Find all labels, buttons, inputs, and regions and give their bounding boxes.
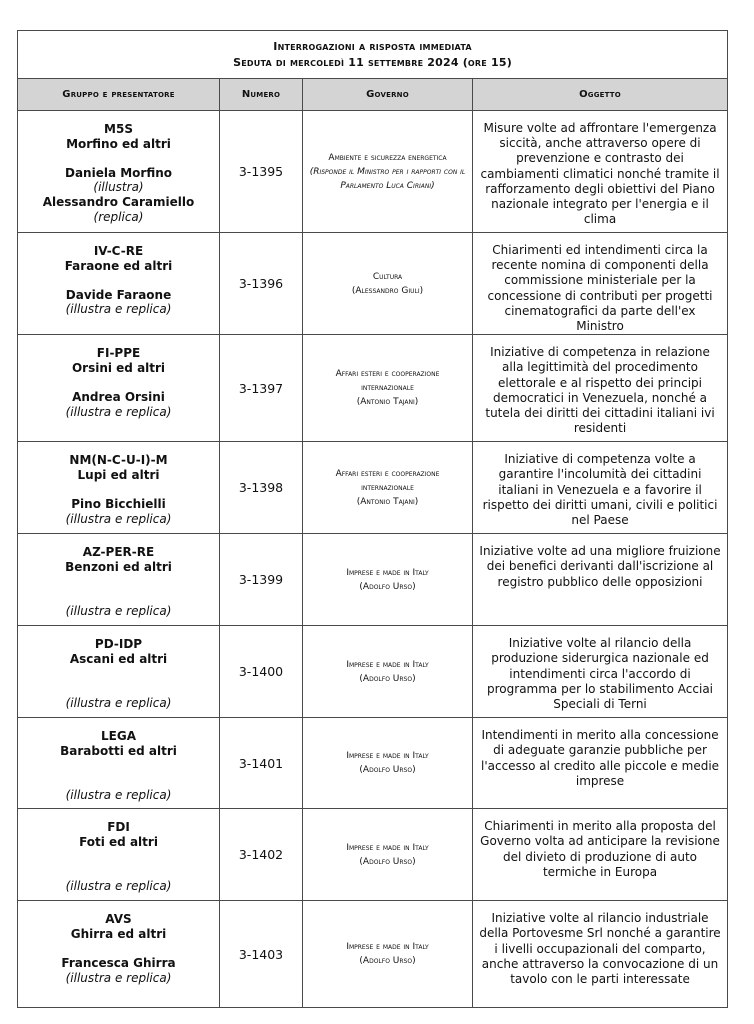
role-note: (illustra e replica): [65, 404, 172, 419]
group-presenter-cell: [18, 111, 220, 233]
question-time-table: [17, 30, 728, 1008]
minister: (Antonio Tajani): [356, 397, 419, 408]
group-presenter-cell: [18, 442, 220, 534]
question-number: 3-1399: [220, 534, 303, 626]
title-line-1: Interrogazioni a risposta immediata: [273, 39, 472, 53]
presenter-name: Foti ed altri: [79, 834, 158, 849]
presenter-name: Lupi ed altri: [77, 467, 160, 482]
ministry: Imprese e made in Italy: [346, 659, 429, 670]
spacer: [18, 589, 219, 604]
minister: (Adolfo Urso): [359, 673, 416, 684]
government-cell: [303, 901, 473, 1008]
role-note: (illustra e replica): [65, 603, 172, 618]
table-row: [18, 901, 728, 1008]
role-note: (illustra e replica): [65, 511, 172, 526]
ministry: Imprese e made in Italy: [346, 842, 429, 853]
group-name: FI-PPE: [96, 346, 141, 361]
question-number: 3-1403: [220, 901, 303, 1008]
role-note: (illustra e replica): [65, 302, 172, 317]
minister: (Adolfo Urso): [359, 765, 416, 776]
table-row: [18, 335, 728, 442]
column-header-number: Numero: [220, 79, 303, 111]
presenter-name: Ascani ed altri: [69, 651, 168, 666]
minister: (Antonio Tajani): [356, 496, 419, 507]
table-row: [18, 442, 728, 534]
presenter-name: Orsini ed altri: [71, 360, 166, 375]
subject-cell: Iniziative volte ad una migliore fruizione dei benefici derivanti dall'iscrizione al registro pubblico delle opposizioni: [473, 534, 728, 626]
spacer: [18, 773, 219, 788]
table-row: [18, 718, 728, 809]
presenter-name: Davide Faraone: [65, 287, 172, 302]
table-row: [18, 626, 728, 718]
presenter-name: Francesca Ghirra: [61, 956, 176, 970]
ministry: Cultura: [372, 271, 403, 282]
header-row: [18, 79, 728, 111]
presenter-name: Ghirra ed altri: [70, 926, 167, 941]
spacer: [18, 681, 219, 696]
presenter-name: Andrea Orsini: [72, 390, 165, 404]
ministry: Ambiente e sicurezza energetica: [328, 152, 447, 163]
spacer: [18, 864, 219, 879]
presenter-name: Barabotti ed altri: [60, 743, 177, 758]
presenter-name: Morfino ed altri: [66, 136, 171, 151]
subject-cell: Intendimenti in merito alla concessione di adeguate garanzie pubbliche per l'accesso al credito alle piccole e medie imprese: [473, 718, 728, 809]
role-note: (illustra): [93, 180, 144, 195]
title-line-2: Seduta di mercoledì 11 settembre 2024 (ore 15): [233, 55, 512, 69]
spacer: [18, 375, 219, 390]
group-presenter-cell: [18, 901, 220, 1008]
subject-cell: Iniziative di competenza in relazione alla legittimità del procedimento elettorale e al rispetto dei principi democratici in Venezuela, nonché a tutela dei diritti dei cittadini italiani ivi residenti: [473, 335, 728, 442]
spacer: [18, 941, 219, 956]
role-note: (illustra e replica): [65, 787, 172, 802]
column-header-subject: Oggetto: [473, 79, 728, 111]
title-row: [18, 31, 728, 79]
spacer: [18, 273, 219, 288]
subject-cell: Chiarimenti ed intendimenti circa la recente nomina di componenti della commissione ministeriale per la concessione di contributi per progetti cinematografici da parte dell'ex Ministro: [473, 233, 728, 335]
ministry: Imprese e made in Italy: [346, 751, 429, 762]
ministry: Affari esteri e cooperazione internazionale: [335, 369, 440, 394]
table-row: [18, 233, 728, 335]
group-name: FDI: [107, 820, 130, 835]
role-note: (illustra e replica): [65, 970, 172, 985]
table-row: [18, 809, 728, 901]
subject-cell: Misure volte ad affrontare l'emergenza siccità, anche attraverso opere di prevenzione e contrasto dei cambiamenti climatici nonché tramite il rafforzamento degli obiettivi del Piano nazionale integrato per l'energia e il clima: [473, 111, 728, 233]
government-cell: [303, 809, 473, 901]
group-presenter-cell: [18, 335, 220, 442]
group-presenter-cell: [18, 233, 220, 335]
group-name: NM(N-C-U-I)-M: [69, 453, 168, 468]
group-presenter-cell: [18, 626, 220, 718]
group-name: PD-IDP: [94, 637, 143, 652]
spacer: [18, 151, 219, 166]
ministry: Imprese e made in Italy: [346, 567, 429, 578]
minister: (Adolfo Urso): [359, 956, 416, 967]
presenter-name: Alessandro Caramiello: [42, 194, 195, 209]
government-cell: [303, 233, 473, 335]
role-note: (illustra e replica): [65, 695, 172, 710]
minister: (Risponde il Ministro per i rapporti con il Parlamento Luca Ciriani): [309, 166, 466, 191]
ministry: Imprese e made in Italy: [346, 942, 429, 953]
group-name: IV-C-RE: [93, 244, 144, 258]
presenter-name: Daniela Morfino: [64, 165, 173, 180]
presenter-name: Faraone ed altri: [64, 258, 173, 273]
spacer: [18, 574, 219, 589]
subject-cell: Iniziative volte al rilancio della produzione siderurgica nazionale ed intendimenti circa l'accordo di programma per lo stabilimento Acciai Speciali di Terni: [473, 626, 728, 718]
ministry: Affari esteri e cooperazione internazionale: [335, 468, 440, 493]
government-cell: [303, 534, 473, 626]
minister: (Adolfo Urso): [359, 581, 416, 592]
government-cell: [303, 111, 473, 233]
spacer: [18, 849, 219, 864]
role-note: (replica): [93, 209, 144, 224]
government-cell: [303, 442, 473, 534]
column-header-government: Governo: [303, 79, 473, 111]
subject-cell: Chiarimenti in merito alla proposta del Governo volta ad anticipare la revisione del divieto di produzione di auto termiche in Europa: [473, 809, 728, 901]
question-number: 3-1400: [220, 626, 303, 718]
group-name: M5S: [104, 122, 133, 136]
column-header-group: Gruppo e presentatore: [18, 79, 220, 111]
question-number: 3-1402: [220, 809, 303, 901]
minister: (Alessandro Giuli): [351, 285, 424, 296]
table-body: [18, 111, 728, 1008]
question-number: 3-1397: [220, 335, 303, 442]
government-cell: [303, 335, 473, 442]
spacer: [18, 666, 219, 681]
group-name: AZ-PER-RE: [82, 545, 155, 560]
group-presenter-cell: [18, 718, 220, 809]
government-cell: [303, 718, 473, 809]
question-number: 3-1396: [220, 233, 303, 335]
table-title: [18, 31, 728, 79]
group-presenter-cell: [18, 809, 220, 901]
presenter-name: Pino Bicchielli: [71, 497, 166, 511]
spacer: [18, 482, 219, 497]
group-name: LEGA: [101, 729, 136, 744]
question-number: 3-1395: [220, 111, 303, 233]
group-name: AVS: [105, 912, 132, 927]
group-presenter-cell: [18, 534, 220, 626]
role-note: (illustra e replica): [65, 878, 172, 893]
minister: (Adolfo Urso): [359, 856, 416, 867]
question-number: 3-1398: [220, 442, 303, 534]
subject-cell: Iniziative di competenza volte a garantire l'incolumità dei cittadini italiani in Venezuela e a favorire il rispetto dei diritti umani, civili e politici nel Paese: [473, 442, 728, 534]
presenter-name: Benzoni ed altri: [65, 559, 172, 574]
spacer: [18, 758, 219, 773]
question-number: 3-1401: [220, 718, 303, 809]
table-row: [18, 111, 728, 233]
table-row: [18, 534, 728, 626]
subject-cell: Iniziative volte al rilancio industriale della Portovesme Srl nonché a garantire i livelli occupazionali del comparto, anche attraverso la convocazione di un tavolo con le parti interessate: [473, 901, 728, 1008]
government-cell: [303, 626, 473, 718]
